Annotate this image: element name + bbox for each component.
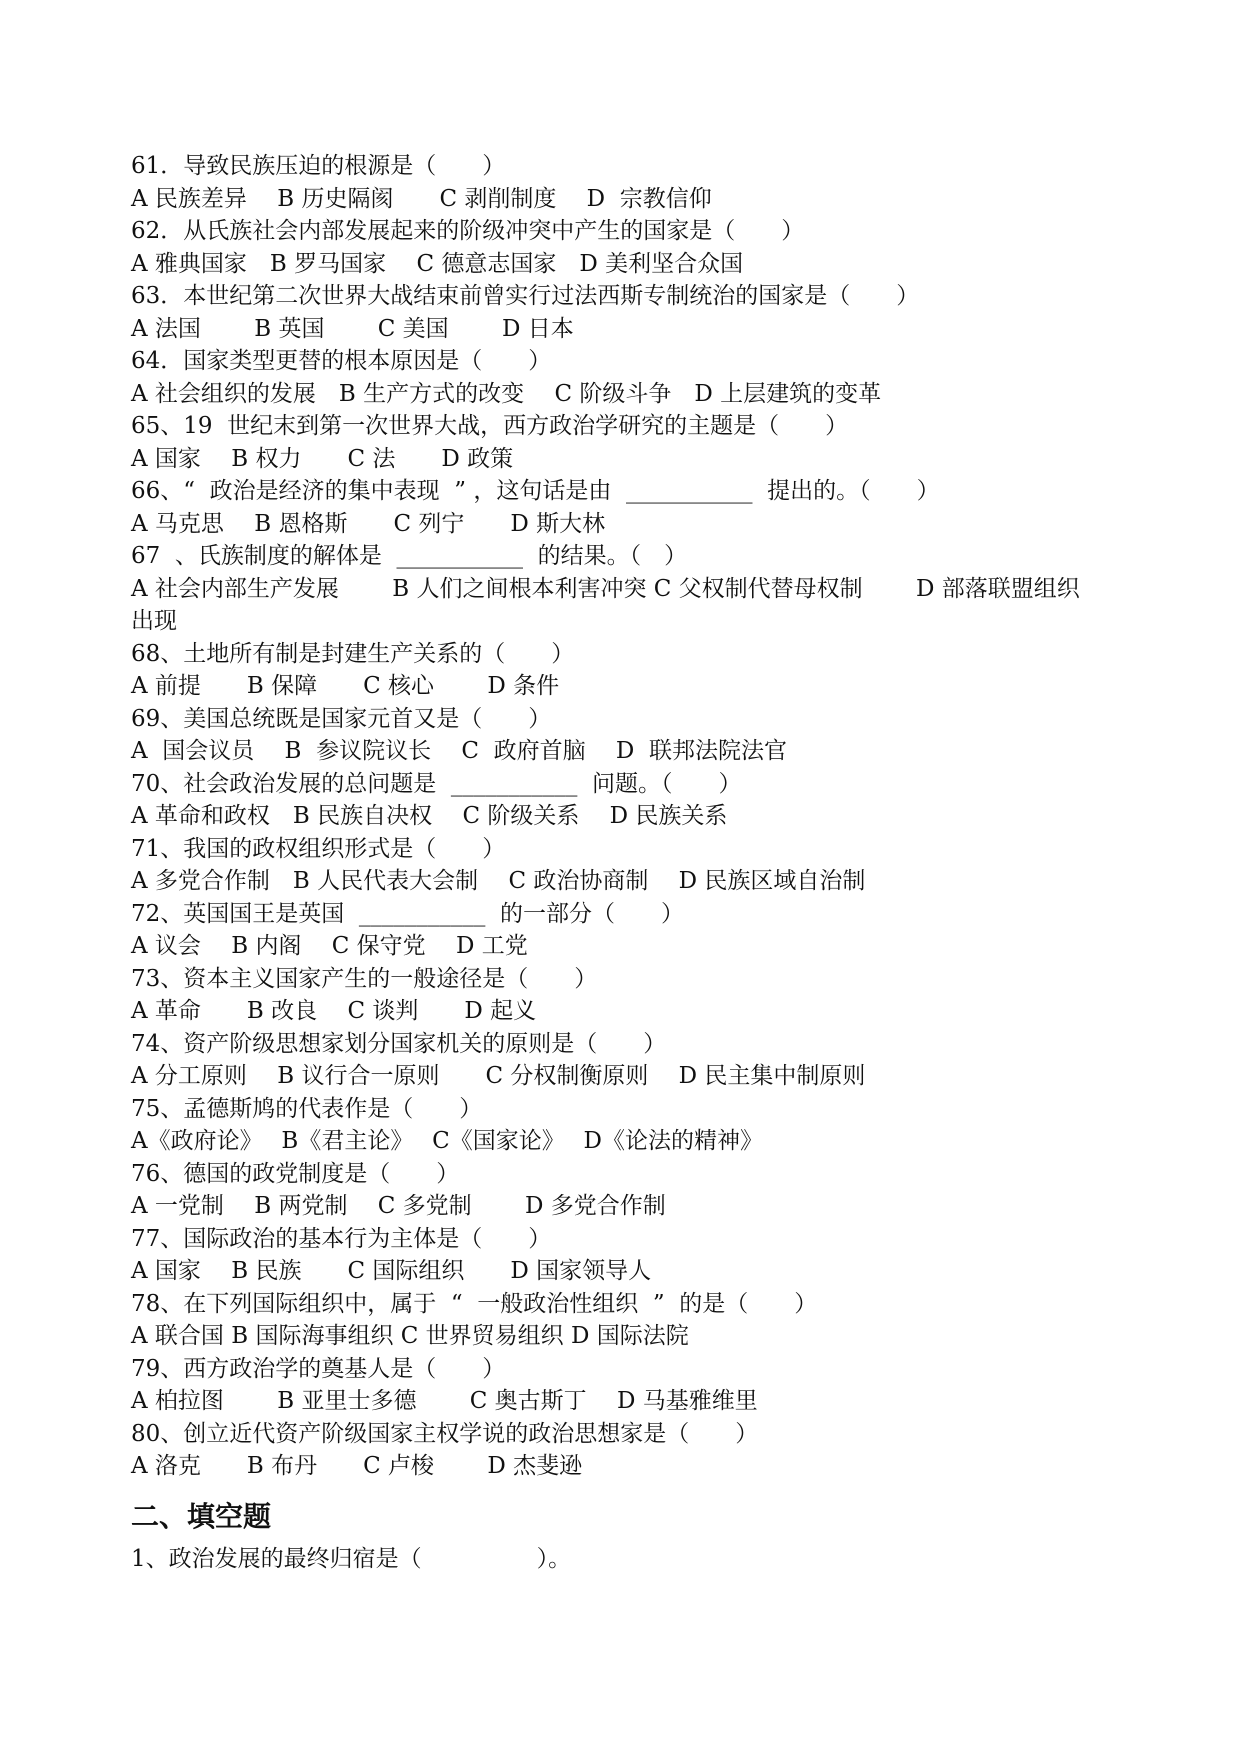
- question-72: 72、英国国王是英国 ___________ 的一部分（ ）: [131, 900, 685, 927]
- question-75: 75、孟德斯鸠的代表作是（ ）: [131, 1095, 483, 1122]
- options-72: A 议会 B 内阁 C 保守党 D 工党: [131, 933, 528, 959]
- question-79: 79、西方政治学的奠基人是（ ）: [131, 1355, 506, 1382]
- options-76: A 一党制 B 两党制 C 多党制 D 多党合作制: [131, 1193, 666, 1219]
- options-61: A 民族差异 B 历史隔阂 C 剥削制度 D 宗教信仰: [131, 185, 712, 212]
- question-76: 76、德国的政党制度是（ ）: [131, 1160, 460, 1187]
- options-62: A 雅典国家 B 罗马国家 C 德意志国家 D 美利坚合众国: [131, 250, 744, 277]
- question-65: 65、19 世纪末到第一次世界大战，西方政治学研究的主题是（ ）: [131, 413, 849, 439]
- options-66: A 马克思 B 恩格斯 C 列宁 D 斯大林: [131, 510, 606, 537]
- options-78: A 联合国 B 国际海事组织 C 世界贸易组织 D 国际法院: [131, 1323, 689, 1349]
- options-64: A 社会组织的发展 B 生产方式的改变 C 阶级斗争 D 上层建筑的变革: [131, 380, 882, 407]
- options-73: A 革命 B 改良 C 谈判 D 起义: [131, 998, 537, 1024]
- question-63: 63．本世纪第二次世界大战结束前曾实行过法西斯专制统治的国家是（ ）: [131, 283, 920, 309]
- question-66: 66、“ 政治是经济的集中表现 ” ，这句话是由 ___________ 提出的。（ ）: [131, 478, 940, 504]
- options-67: A 社会内部生产发展 B 人们之间根本利害冲突 C 父权制代替母权制 D 部落联盟组织出现: [131, 575, 1080, 634]
- question-70: 70、社会政治发展的总问题是 ___________ 问题。（ ）: [131, 770, 742, 797]
- options-70: A 革命和政权 B 民族自决权 C 阶级关系 D 民族关系: [131, 803, 728, 829]
- question-69: 69、美国总统既是国家元首又是（ ）: [131, 705, 552, 732]
- question-64: 64．国家类型更替的根本原因是（ ）: [131, 348, 552, 374]
- options-75: A《政府论》 B《君主论》 C《国家论》 D《论法的精神》: [131, 1128, 763, 1154]
- question-73: 73、资本主义国家产生的一般途径是（ ）: [131, 965, 598, 992]
- question-62: 62．从氏族社会内部发展起来的阶级冲突中产生的国家是（ ）: [131, 218, 805, 244]
- options-79: A 柏拉图 B 亚里士多德 C 奥古斯丁 D 马基雅维里: [131, 1388, 758, 1414]
- options-65: A 国家 B 权力 C 法 D 政策: [131, 445, 514, 472]
- options-77: A 国家 B 民族 C 国际组织 D 国家领导人: [131, 1258, 652, 1284]
- options-80: A 洛克 B 布丹 C 卢梭 D 杰斐逊: [131, 1453, 583, 1479]
- section-title: 二、填空题: [131, 1499, 272, 1533]
- question-68: 68、土地所有制是封建生产关系的（ ）: [131, 640, 575, 667]
- options-68: A 前提 B 保障 C 核心 D 条件: [131, 673, 560, 699]
- question-61: 61．导致民族压迫的根源是（ ）: [131, 153, 506, 179]
- question-67: 67 、氏族制度的解体是 ___________ 的结果。（ ）: [131, 543, 688, 569]
- question-77: 77、国际政治的基本行为主体是（ ）: [131, 1225, 552, 1252]
- fill-blank-question-1: 1、政治发展的最终归宿是（ ）。: [131, 1545, 572, 1572]
- question-71: 71、我国的政权组织形式是（ ）: [131, 835, 506, 862]
- options-63: A 法国 B 英国 C 美国 D 日本: [131, 315, 574, 342]
- options-69: A 国会议员 B 参议院议长 C 政府首脑 D 联邦法院法官: [131, 738, 787, 764]
- document-body: [131, 150, 1091, 1575]
- question-80: 80、创立近代资产阶级国家主权学说的政治思想家是（ ）: [131, 1420, 759, 1447]
- options-71: A 多党合作制 B 人民代表大会制 C 政治协商制 D 民族区域自治制: [131, 868, 866, 894]
- question-74: 74、资产阶级思想家划分国家机关的原则是（ ）: [131, 1030, 667, 1057]
- question-78: 78、在下列国际组织中，属于 “ 一般政治性组织 ” 的是（ ）: [131, 1290, 818, 1317]
- options-74: A 分工原则 B 议行合一原则 C 分权制衡原则 D 民主集中制原则: [131, 1063, 866, 1089]
